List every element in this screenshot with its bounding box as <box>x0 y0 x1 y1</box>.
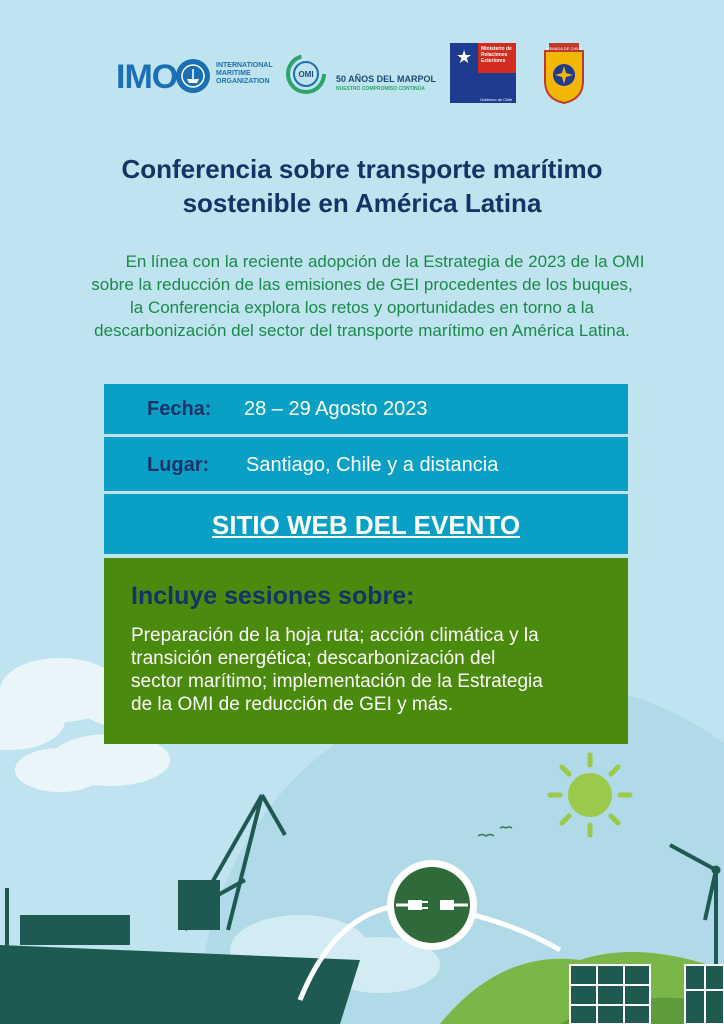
chile-text-line: Relaciones <box>481 52 508 58</box>
chile-ministry-name <box>481 46 512 64</box>
sessions-text <box>131 624 617 716</box>
website-row <box>104 494 628 554</box>
sessions-heading: Incluye sesiones sobre: <box>131 582 415 610</box>
location-row <box>104 437 628 491</box>
imo-logo-text: IMO <box>116 58 178 96</box>
imo-emblem-icon <box>176 59 210 93</box>
logo-bar <box>0 38 724 112</box>
page-title <box>0 152 724 220</box>
intro-paragraph <box>0 250 724 342</box>
navy-shield-icon[interactable] <box>541 41 587 105</box>
marpol-subtitle: NUESTRO COMPROMISO CONTINÚA <box>336 86 425 92</box>
chile-gob-text: Gobierno de Chile <box>480 97 513 102</box>
imo-logo[interactable] <box>116 58 276 94</box>
marpol-omi-text: OMI <box>298 70 314 79</box>
imo-org-name <box>216 62 273 86</box>
chile-text-line: Exteriores <box>481 58 506 64</box>
title-line: Conferencia sobre transporte marítimo <box>121 154 603 184</box>
imo-text-line: ORGANIZATION <box>216 78 270 85</box>
date-value: 28 – 29 Agosto 2023 <box>244 398 428 420</box>
event-website-link[interactable]: SITIO WEB DEL EVENTO <box>211 510 521 540</box>
intro-line: la Conferencia explora los retos y oportunidades en torno a la <box>129 298 594 317</box>
date-row <box>104 384 628 434</box>
sessions-line: de la OMI de reducción de GEI y más. <box>131 694 454 715</box>
sun-icon <box>550 755 630 835</box>
date-label: Fecha: <box>147 398 212 420</box>
solar-panel-icon <box>570 965 724 1024</box>
location-value: Santiago, Chile y a distancia <box>246 454 499 476</box>
chile-ministry-logo[interactable] <box>450 43 516 103</box>
navy-shield-text: ARMADA DE CHILE <box>545 46 583 51</box>
imo-text-line: INTERNATIONAL <box>216 62 273 69</box>
marpol-ring-icon <box>284 52 328 96</box>
sessions-line: sector marítimo; implementación de la Estrategia <box>131 671 543 692</box>
intro-line: descarbonización del sector del transporte marítimo en América Latina. <box>94 321 630 340</box>
intro-line: sobre la reducción de las emisiones de GEI procedentes de los buques, <box>91 275 633 294</box>
location-label: Lugar: <box>147 454 210 476</box>
title-line: sostenible en América Latina <box>182 188 542 218</box>
marpol-title: 50 AÑOS DEL MARPOL <box>336 74 437 84</box>
chile-text-line: Ministerio de <box>481 46 512 52</box>
marpol-logo[interactable] <box>284 52 444 98</box>
imo-text-line: MARITIME <box>216 70 251 77</box>
chile-star-icon: ★ <box>456 47 473 67</box>
sessions-line: Preparación de la hoja ruta; acción climática y la <box>131 625 539 646</box>
sessions-line: transición energética; descarbonización del <box>131 648 496 669</box>
sessions-box <box>104 558 628 744</box>
intro-line: En línea con la reciente adopción de la Estrategia de 2023 de la OMI <box>125 252 645 271</box>
